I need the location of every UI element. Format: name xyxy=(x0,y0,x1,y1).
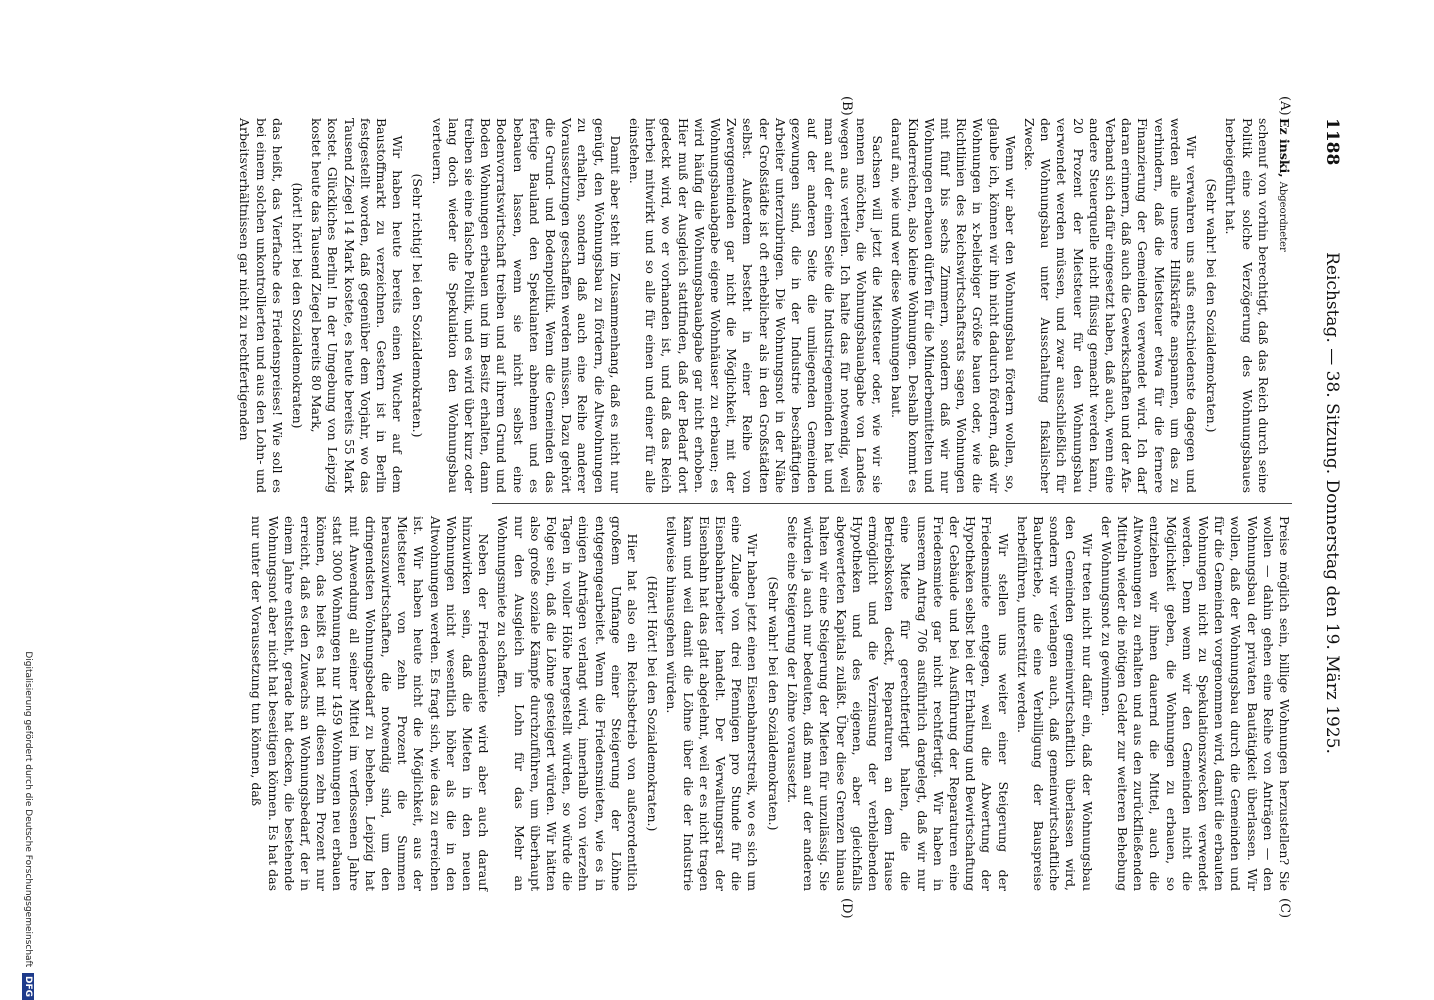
text-column-left xyxy=(237,118,1292,493)
page-header xyxy=(1308,118,1342,888)
column-divider xyxy=(492,503,1292,504)
paragraph: Damit aber steht im Zusammenhang, daß es nicht nur genügt, den Wohnungsbau zu fördern, die Altwohnungen zu erhalten, sondern daß auch eine Reihe anderer Voraussetzungen geschaffen werden müssen. Dazu gehört die Grund- und Bodenpolitik. Wenn die Gemeinden das fertige Bauland den Spekulanten abnehmen und es bebauen lassen, wenn sie nicht selbst eine Bodenvorratswirtschaft treiben und auf ihrem Grund und Boden Wohnungen erbauen und im Besitz erhalten, dann treiben sie eine falsche Politik, und es wird über kurz oder lang doch wieder die Spekulation den Wohnungsbau verteuern. xyxy=(429,118,623,493)
interjection: (Sehr wahr! bei den Sozialdemokraten.) xyxy=(765,576,781,831)
paragraph: Wenn wir aber den Wohnungsbau fördern wollen, so, glaube ich, können wir ihn nicht dadurch fördern, daß wir Wohnungen in x-beliebiger Größe bauen oder, wie die Richtlinien des Reichswirtschaftsrats sagen, Wohnungen mit fünf bis sechs Zimmern, sondern daß wir nur Wohnungen erbauen dürfen für die Minderbemittelten und Kinderreichen, also kleine Wohnungen. Deshalb kommt es darauf an, wie und wer diese Wohnungen baut. xyxy=(889,118,1018,493)
section-marker-b: (B) xyxy=(839,96,854,116)
section-marker-c: (C) xyxy=(1277,898,1292,919)
speaker-name: Ez inski, xyxy=(1277,118,1292,178)
paragraph: Wir stellen uns weiter einer Steigerung der Friedensmiete entgegen, weil die Abwertung der Hypotheken selbst bei der Erhaltung und Bewirtschaftung der Gebäude und bei Ausführung der Reparaturen eine Friedensmiete gar nicht rechtfertigt. Wir haben in unserem Antrag 706 ausführlich dargelegt, daß wir nur eine Miete für gerechtfertigt halten, die die Betriebskosten deckt, Reparaturen an dem Hause ermöglicht und die Verzinsung der verbleibenden Hypotheken und des eigenen, aber gleichfalls abgewerteten Kapitals zuläßt. Über diese Grenzen hinaus halten wir eine Steigerung der Mieten für unzulässig. Sie würden ja auch nur bedeuten, daß man auf der anderen Seite eine Steigerung der Löhne voraussetzt. xyxy=(784,516,1011,891)
speaker-line xyxy=(1274,118,1292,493)
paragraph: Hier hat also ein Reichsbetrieb von außerordentlich großem Umfange einer Steigerung der Löhne entgegengearbeitet. Wenn die Friedensmieten, wie es in einigen Anträgen verlangt wird, innerhalb von vierzehn Tagen in voller Höhe hergestellt würden, so würde die Folge sein, daß die Löhne gesteigert würden. Wir hätten also große soziale Kämpfe durchzuführen, um überhaupt nur den Ausgleich im Lohn für das Mehr an Wohnungsmiete zu schaffen. xyxy=(495,516,641,891)
running-title: Reichstag. — 38. Sitzung. Donnerstag den 19. März 1925. xyxy=(1322,252,1342,754)
interjection: (Sehr richtig! bei den Sozialdemokraten.) xyxy=(410,173,426,438)
paragraph: Neben der Friedensmiete wird aber auch darauf hinzuwirken sein, daß die Mieten in den neuen Wohnungen nicht wesentlich höher als die in den Altwohnungen werden. Es fragt sich, wie das zu erreichen ist. Wir haben heute nicht die Möglichkeit, aus der Mietsteuer von zehn Prozent die Summen herauszuwirtschaften, die notwendig sind, um den dringendsten Wohnungsbedarf zu beheben. Leipzig hat mit Anwendung all seiner Mittel im verflossenen Jahre statt 3000 Wohnungen nur 1459 Wohnungen neu erbauen können, das heißt es hat mit diesen zehn Prozent nur erreicht, daß es den Zuwachs an Wohnungsbedarf, der in einem Jahre entsteht, gerade hat decken, die bestehende Wohnungsnot aber nicht hat beseitigen können. Es hat das nur unter der Voraussetzung tun können, daß xyxy=(249,516,492,891)
dfg-logo: DFG xyxy=(22,973,34,1000)
paragraph: Wir treten nicht nur dafür ein, daß der Wohnungsbau den Gemeinden gemeinwirtschaftlich überlassen wird, sondern wir verlangen auch, daß gemeinwirtschaftliche Baubetriebe, die eine Verbilligung der Bauspreise herbeiführen, unterstützt werden. xyxy=(1014,516,1095,891)
interjection: (hört! hört! bei den Sozialdemokraten) xyxy=(290,182,306,429)
digitization-note: Digitalisierung gefördert durch die Deutsche Forschungsgemeinschaft xyxy=(23,651,33,968)
interjection: (Sehr wahr! bei den Sozialdemokraten.) xyxy=(1204,178,1220,433)
paragraph: das heißt, das Vierfache des Friedenspreises! Wie soll es bei einem solchen unkontrollierten und aus den Lohn- und Arbeitsverhältnissen gar nicht zu rechtfertigenden xyxy=(237,118,285,493)
interjection: (Hört! Hört! bei den Sozialdemokraten.) xyxy=(645,575,661,832)
page-number: 1188 xyxy=(1322,118,1342,166)
paragraph: Sachsen will jetzt die Mietsteuer oder, wie wir sie nennen möchten, die Wohnungsbauabgabe von Landes wegen aus verteilen. Ich halte das für notwendig, weil man auf der einen Seite die Industriegemeinden hat und auf der anderen Seite die umliegenden Gemeinden gezwungen sind, die in der Industrie beschäftigten Arbeiter unterzubringen. Die Wohnungsnot in der Nähe der Großstädte ist oft erheblicher als in den Großstädten selbst. Außerdem besteht in einer Reihe von Zwerggemeinden gar nicht die Möglichkeit, mit der Wohnungsbauabgabe eigene Wohnhäuser zu erbauen; es wird häufig die Wohnungsbauabgabe gar nicht erhoben. Hier muß der Ausgleich stattfinden, daß der Bedarf dort gedeckt wird, wo er vorhanden ist, und daß das Reich hierbei mitwirkt und so alle für einen und einer für alle einstehen. xyxy=(627,118,886,493)
section-marker-a: (A) xyxy=(1277,96,1292,116)
speaker-role: Abgeordneter xyxy=(1277,181,1288,252)
paragraph: schenuf von vorhin berechtigt, daß das Reich durch seine Politik eine solche Verzögerung des Wohnungsbaues herbeigeführt hat. xyxy=(1223,118,1271,493)
paragraph: Wir haben jetzt einen Eisenbahnerstreik, wo es sich um eine Zulage von drei Pfennigen pro Stunde für die Eisenbahnarbeiter handelt. Der Verwaltungsrat der Eisenbahn hat das glatt abgelehnt, weil er es nicht tragen kann und weil damit die Löhne über die der Industrie teilweise hinausgehen würden. xyxy=(664,516,761,891)
paragraph: Wir verwahren uns aufs entschiedenste dagegen und werden alle unsere Hilfskräfte anspannen, um das zu verhindern, daß die Mietsteuer etwa für die fernere Finanzierung der Gemeinden verwendet wird. Ich darf daran erinnern, daß auch die Gewerkschaften und der Afa-Verband sich dafür eingesetzt haben, daß auch, wenn eine andere Steuerquelle nicht flüssig gemacht werden kann, 20 Prozent der Mietsteuer für den Wohnungsbau verwendet werden müssen, und zwar ausschließlich für den Wohnungsbau unter Ausschaltung fiskalischer Zwecke. xyxy=(1021,118,1199,493)
section-marker-d: (D) xyxy=(839,898,854,919)
paragraph: Preise möglich sein, billige Wohnungen herzustellen? Sie wollen — dahin gehen eine Reihe von Anträgen — den Wohnungsbau der privaten Bautätigkeit überlassen. Wir wollen, daß der Wohnungsbau durch die Gemeinden und für die Gemeinden vorgenommen wird, damit die erbauten Wohnungen nicht zu Spekulationszwecken verwendet werden. Denn wenn wir den Gemeinden nicht die Möglichkeit geben, die Wohnungen zu erbauen, so entziehen wir ihnen dauernd die Mittel, auch die Altwohnungen zu erhalten und aus den zurückfließenden Mitteln wieder die nötigen Gelder zur weiteren Behebung der Wohnungsnot zu gewinnen. xyxy=(1098,516,1292,891)
text-column-right xyxy=(249,516,1292,891)
digitization-credit xyxy=(22,0,34,1000)
paragraph: Wir haben heute bereits einen Wucher auf dem Baustoffmarkt zu verzeichnen. Gestern ist in Berlin festgestellt worden, daß gegenüber dem Vorjahr, wo das Tausend Ziegel 14 Mark kostete, es heute bereits 55 Mark kostet. Glückliches Berlin! In der Umgebung von Leipzig kostet heute das Tausend Ziegel bereits 80 Mark, xyxy=(309,118,406,493)
